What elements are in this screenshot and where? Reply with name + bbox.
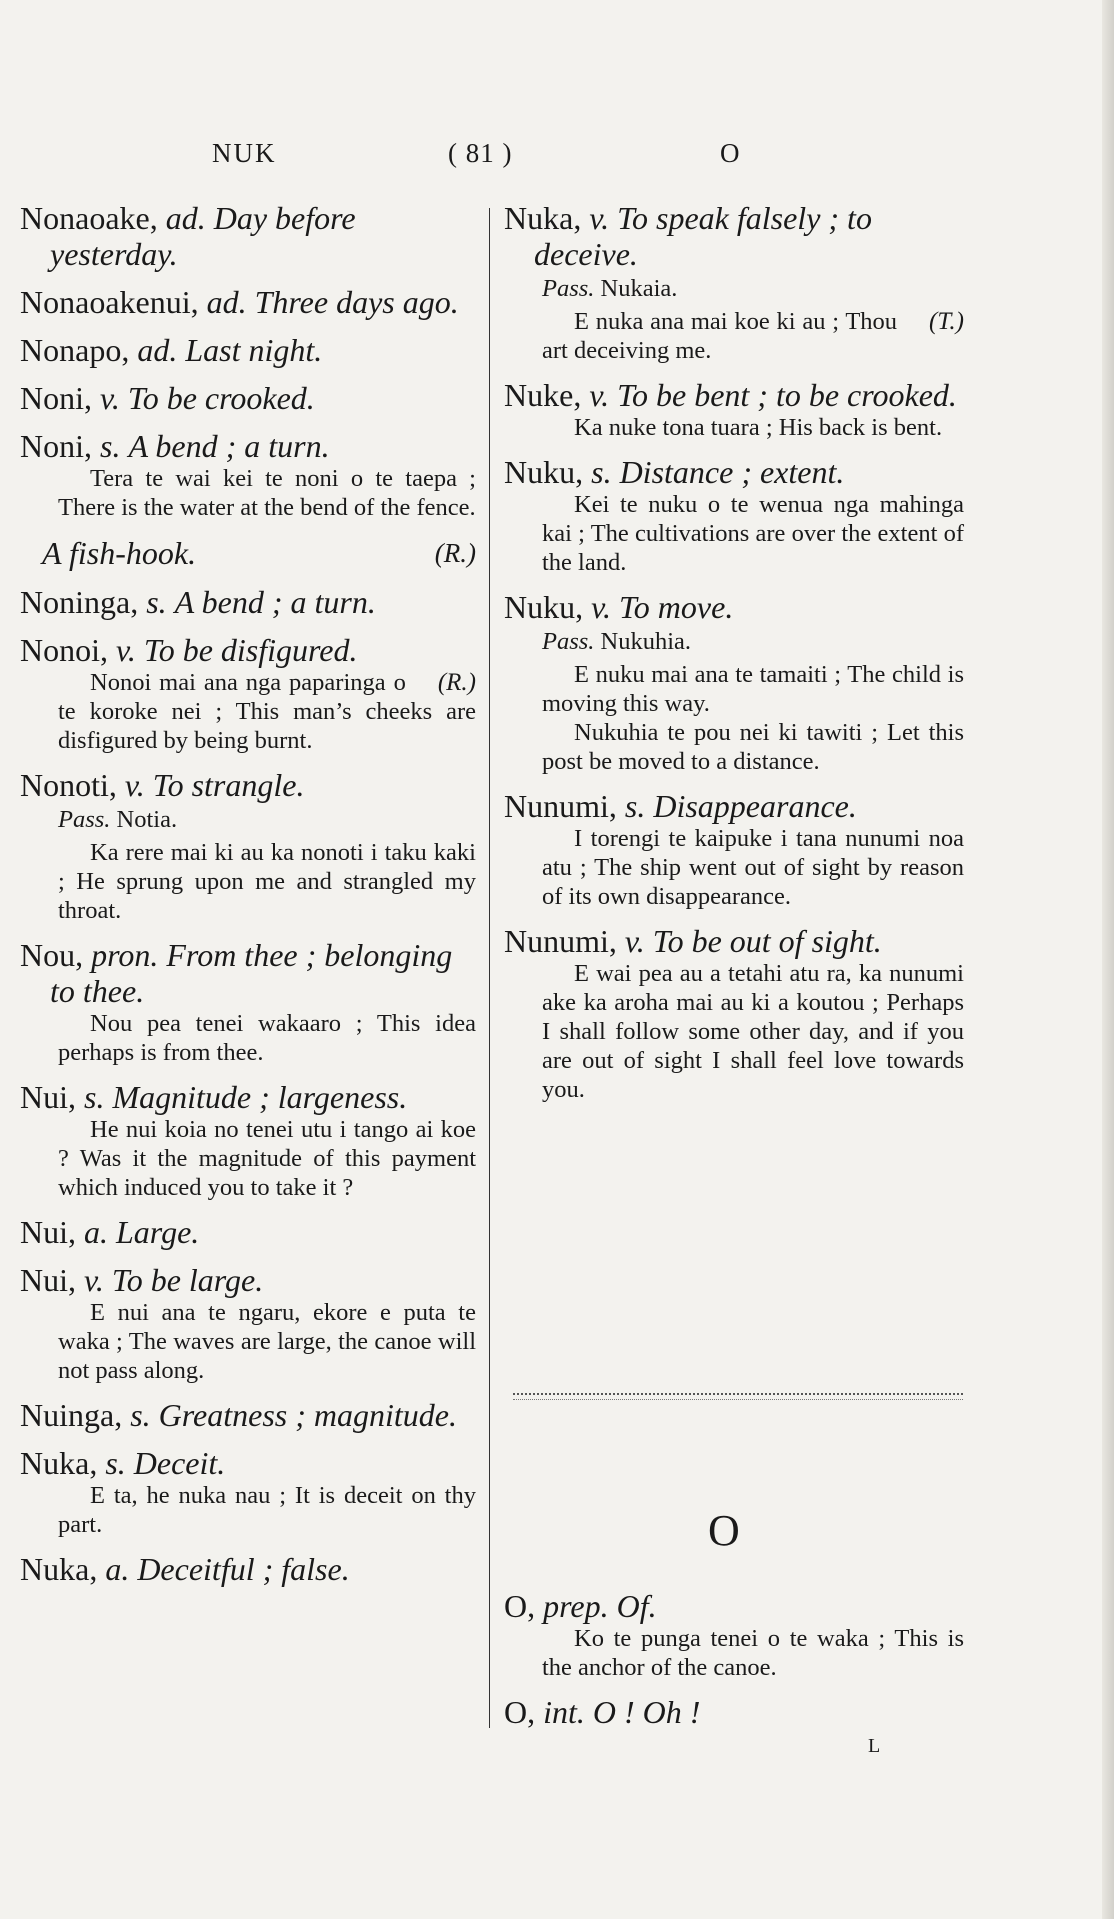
dictionary-entry	[20, 632, 476, 755]
headword: Nunumi,	[504, 923, 617, 959]
example-sentence: E nuka ana mai koe ki au ; Thou art deceiving me.	[542, 308, 898, 364]
definition: To speak falsely ; to deceive.	[534, 200, 872, 272]
definition: Deceit.	[133, 1445, 226, 1481]
example-sentence: Ka rere mai ki au ka nonoti i taku kaki ; He sprung upon me and strangled my throat.	[58, 839, 476, 924]
headword: Nonapo,	[20, 332, 130, 368]
definition: Greatness ; magnitude.	[158, 1397, 457, 1433]
example-sentence: Nou pea tenei wakaaro ; This idea perhaps is from thee.	[58, 1010, 476, 1066]
example-text	[542, 824, 964, 911]
headword-line	[20, 584, 476, 620]
dictionary-entry	[20, 767, 476, 925]
headword: Nou,	[20, 937, 84, 973]
definition: Large.	[116, 1214, 200, 1250]
example-sentence: Ko te punga tenei o te waka ; This is the anchor of the canoe.	[542, 1625, 964, 1681]
dictionary-entry	[20, 1079, 476, 1202]
dictionary-entry	[20, 1445, 476, 1539]
left-column	[20, 200, 476, 1599]
example-text	[542, 413, 964, 442]
headword-line	[20, 380, 476, 416]
headword-line	[20, 1397, 476, 1433]
definition: Of.	[616, 1588, 657, 1624]
headword: Nonoi,	[20, 632, 108, 668]
definition: Distance ; extent.	[619, 454, 845, 490]
headword-line	[20, 1079, 476, 1115]
part-of-speech: a.	[84, 1214, 108, 1250]
headword: Nuku,	[504, 589, 584, 625]
part-of-speech: v.	[589, 200, 610, 236]
dictionary-entry	[20, 332, 476, 368]
definition: Disappearance.	[653, 788, 857, 824]
headword: Noni,	[20, 428, 92, 464]
definition: Magnitude ; largeness.	[112, 1079, 408, 1115]
dictionary-entry	[20, 200, 476, 272]
example-sentence: E nuku mai ana te tamaiti ; The child is moving this way.	[542, 661, 964, 717]
sub-definition	[20, 534, 476, 572]
o-section	[504, 1588, 964, 1742]
headword-line	[20, 1262, 476, 1298]
dictionary-entry	[20, 1397, 476, 1433]
example-text	[58, 464, 476, 522]
example-sentence: Ka nuke tona tuara ; His back is bent.	[574, 414, 943, 441]
part-of-speech: a.	[105, 1551, 130, 1587]
headword-line	[20, 767, 476, 803]
dictionary-entry	[504, 1694, 964, 1730]
dictionary-entry	[504, 788, 964, 911]
part-of-speech: s.	[105, 1445, 126, 1481]
source-mark: (T.)	[929, 308, 964, 335]
part-of-speech: v.	[116, 632, 136, 668]
headword-line	[504, 1694, 964, 1730]
example-sentence: He nui koia no tenei utu i tango ai koe ? Was it the magnitude of this payment which induced you to take it ?	[58, 1116, 476, 1201]
part-of-speech: s.	[84, 1079, 105, 1115]
example-text	[58, 1298, 476, 1385]
definition: O ! Oh !	[592, 1694, 701, 1730]
example-sentence: Tera te wai kei te noni o te taepa ; There is the water at the bend of the fence.	[58, 465, 476, 521]
section-letter: O	[708, 1506, 740, 1555]
headword: Nonoti,	[20, 767, 117, 803]
part-of-speech: v.	[624, 923, 645, 959]
dictionary-entry	[504, 377, 964, 442]
dictionary-entry	[504, 454, 964, 577]
column-rule	[489, 208, 490, 1728]
dictionary-entry	[20, 584, 476, 620]
headword-line	[20, 1551, 476, 1587]
example-text	[542, 660, 964, 718]
headword-line	[504, 377, 964, 413]
example-text	[58, 668, 476, 755]
headword: Nuku,	[504, 454, 584, 490]
headword-line	[20, 332, 476, 368]
dictionary-entry	[20, 428, 476, 522]
headword-line	[504, 454, 964, 490]
example-sentence: E wai pea au a tetahi atu ra, ka nunumi ake ka aroha mai au ki a koutou ; Perhaps I shall follow some other day, and if you are out of sight I shall feel love towards you.	[542, 960, 964, 1103]
headword: O,	[504, 1588, 536, 1624]
definition: To be disfigured.	[143, 632, 358, 668]
passive-form	[542, 274, 964, 303]
definition: Deceitful ; false.	[137, 1551, 350, 1587]
example-text	[58, 1481, 476, 1539]
passive-label: Pass.	[542, 628, 595, 655]
definition: Day before yesterday.	[50, 200, 356, 272]
example-text	[542, 959, 964, 1104]
source-mark: (R.)	[437, 669, 476, 696]
headword-line	[504, 923, 964, 959]
part-of-speech: s.	[130, 1397, 151, 1433]
passive-form	[542, 627, 964, 656]
headword: O,	[504, 1694, 536, 1730]
dictionary-entry	[504, 1588, 964, 1682]
part-of-speech: v.	[589, 377, 610, 413]
headword-line	[20, 1214, 476, 1250]
dictionary-entry	[20, 1262, 476, 1385]
headword: Noni,	[20, 380, 92, 416]
headword: Nuka,	[504, 200, 582, 236]
passive-value: Nukaia.	[600, 275, 678, 302]
definition: Last night.	[185, 332, 323, 368]
definition: A bend ; a turn.	[174, 584, 376, 620]
example-text	[542, 307, 964, 365]
passive-label: Pass.	[58, 806, 111, 833]
dictionary-entry	[20, 380, 476, 416]
page-number: ( 81 )	[448, 138, 513, 168]
definition: To strangle.	[152, 767, 305, 803]
headword-line	[20, 428, 476, 464]
definition: To be out of sight.	[652, 923, 882, 959]
passive-value: Nukuhia.	[600, 628, 692, 655]
headword: Nuke,	[504, 377, 582, 413]
dictionary-entry	[20, 937, 476, 1067]
headword: Nui,	[20, 1079, 76, 1115]
headword: Nuka,	[20, 1445, 98, 1481]
definition: A bend ; a turn.	[128, 428, 330, 464]
dictionary-entry	[20, 1551, 476, 1587]
example-text	[542, 718, 964, 776]
passive-label: Pass.	[542, 275, 595, 302]
headword: Nonaoake,	[20, 200, 158, 236]
definition: Three days ago.	[254, 284, 459, 320]
definition: From thee ; belonging to thee.	[50, 937, 453, 1009]
example-text	[58, 1009, 476, 1067]
headword-line	[504, 200, 964, 272]
running-head-right: O	[720, 138, 742, 168]
headword: Nonaoakenui,	[20, 284, 199, 320]
source-mark: (R.)	[434, 538, 476, 568]
headword-line	[20, 1445, 476, 1481]
example-text	[58, 1115, 476, 1202]
headword-line	[20, 937, 476, 1009]
part-of-speech: pron.	[91, 937, 159, 973]
part-of-speech: s.	[146, 584, 167, 620]
running-head-left: NUK	[212, 138, 277, 168]
example-text	[542, 1624, 964, 1682]
definition: To be bent ; to be crooked.	[617, 377, 957, 413]
part-of-speech: ad.	[137, 332, 178, 368]
signature-mark: L	[868, 1735, 882, 1757]
sub-definition-text: A fish-hook.	[42, 535, 197, 571]
part-of-speech: s.	[100, 428, 121, 464]
example-sentence: Nonoi mai ana nga paparinga o te koroke nei ; This man’s cheeks are disfigured by being burnt.	[58, 669, 476, 754]
dictionary-entry	[20, 534, 476, 572]
example-sentence: I torengi te kaipuke i tana nunumi noa atu ; The ship went out of sight by reason of its own disappearance.	[542, 825, 964, 910]
definition: To be large.	[111, 1262, 264, 1298]
dictionary-entry	[504, 589, 964, 776]
dictionary-entry	[20, 284, 476, 320]
part-of-speech: v.	[124, 767, 145, 803]
example-text	[542, 490, 964, 577]
part-of-speech: v.	[84, 1262, 104, 1298]
passive-form	[58, 805, 476, 834]
example-sentence: E nui ana te ngaru, ekore e puta te waka ; The waves are large, the canoe will not pass along.	[58, 1299, 476, 1384]
part-of-speech: s.	[591, 454, 612, 490]
dictionary-entry	[504, 923, 964, 1104]
example-text	[58, 838, 476, 925]
part-of-speech: s.	[624, 788, 646, 824]
headword: Noninga,	[20, 584, 139, 620]
part-of-speech: v.	[100, 380, 120, 416]
page-edge	[1102, 0, 1114, 1919]
headword: Nuka,	[20, 1551, 98, 1587]
headword: Nuinga,	[20, 1397, 123, 1433]
headword: Nui,	[20, 1214, 76, 1250]
headword: Nui,	[20, 1262, 76, 1298]
definition: To be crooked.	[127, 380, 315, 416]
headword-line	[504, 589, 964, 625]
headword: Nunumi,	[504, 788, 617, 824]
definition: To move.	[618, 589, 734, 625]
part-of-speech: v.	[591, 589, 611, 625]
example-sentence: Nukuhia te pou nei ki tawiti ; Let this post be moved to a distance.	[542, 719, 964, 775]
dictionary-entry	[504, 200, 964, 365]
example-sentence: Kei te nuku o te wenua nga mahinga kai ; The cultivations are over the extent of the land.	[542, 491, 964, 576]
headword-line	[20, 200, 476, 272]
part-of-speech: ad.	[206, 284, 247, 320]
part-of-speech: ad.	[165, 200, 206, 236]
example-sentence: E ta, he nuka nau ; It is deceit on thy part.	[58, 1482, 476, 1538]
right-column	[504, 200, 964, 1116]
passive-value: Notia.	[116, 806, 178, 833]
part-of-speech: prep.	[543, 1588, 609, 1624]
section-divider	[513, 1393, 963, 1400]
headword-line	[504, 1588, 964, 1624]
headword-line	[504, 788, 964, 824]
headword-line	[20, 284, 476, 320]
headword-line	[20, 632, 476, 668]
part-of-speech: int.	[543, 1694, 585, 1730]
dictionary-entry	[20, 1214, 476, 1250]
